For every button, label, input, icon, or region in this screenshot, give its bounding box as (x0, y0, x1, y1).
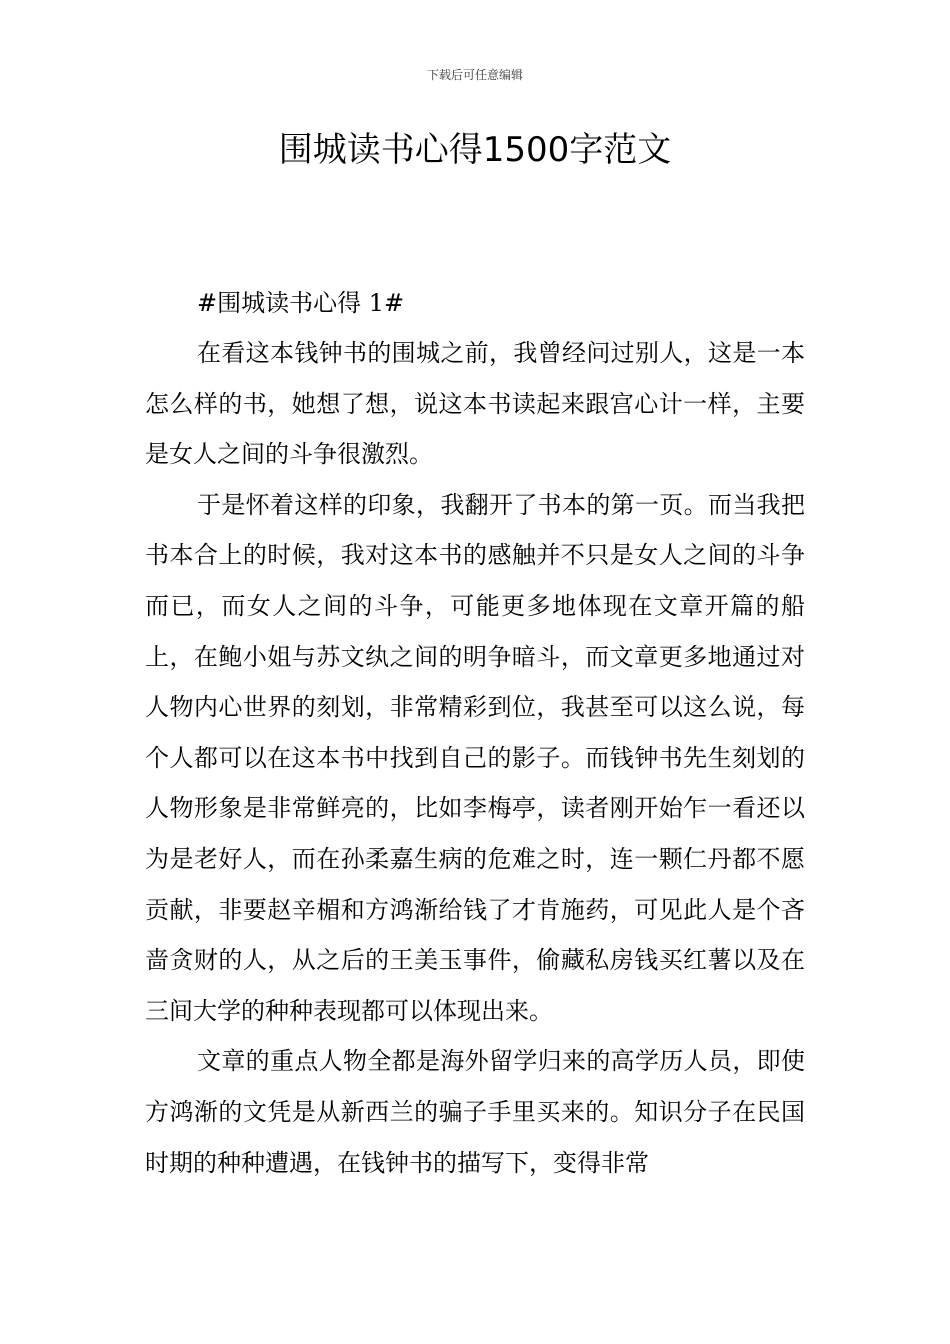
header-note: 下载后可任意编辑 (426, 68, 523, 82)
section-heading: #围城读书心得 1# (197, 289, 405, 317)
document-title: 围城读书心得1500字范文 (278, 130, 672, 170)
paragraph-2: 于是怀着这样的印象，我翻开了书本的第一页。而当我把书本合上的时候，我对这本书的感触并不只是女人之间的斗争而已，而女人之间的斗争，可能更多地体现在文章开篇的船上，在鲍小姐与苏文纨之间的明争暗斗，而文章更多地通过对人物内心世界的刻划，非常精彩到位，我甚至可以这么说，每个人都可以在这本书中找到自己的影子。而钱钟书先生刻划的人物形象是非常鲜亮的，比如李梅亭，读者刚开始乍一看还以为是老好人，而在孙柔嘉生病的危难之时，连一颗仁丹都不愿贡献，非要赵辛楣和方鸿渐给钱了才肯施药，可见此人是个吝啬贪财的人，从之后的王美玉事件，偷藏私房钱买红薯以及在三间大学的种种表现都可以体现出来。 (145, 490, 805, 1025)
paragraph-3: 文章的重点人物全都是海外留学归来的高学历人员，即使方鸿渐的文凭是从新西兰的骗子手里买来的。知识分子在民国时期的种种遭遇，在钱钟书的描写下，变得非常 (145, 1047, 805, 1177)
document-body (145, 278, 805, 1188)
paragraph-1: 在看这本钱钟书的围城之前，我曾经问过别人，这是一本怎么样的书，她想了想，说这本书读起来跟宫心计一样，主要是女人之间的斗争很激烈。 (145, 339, 805, 469)
